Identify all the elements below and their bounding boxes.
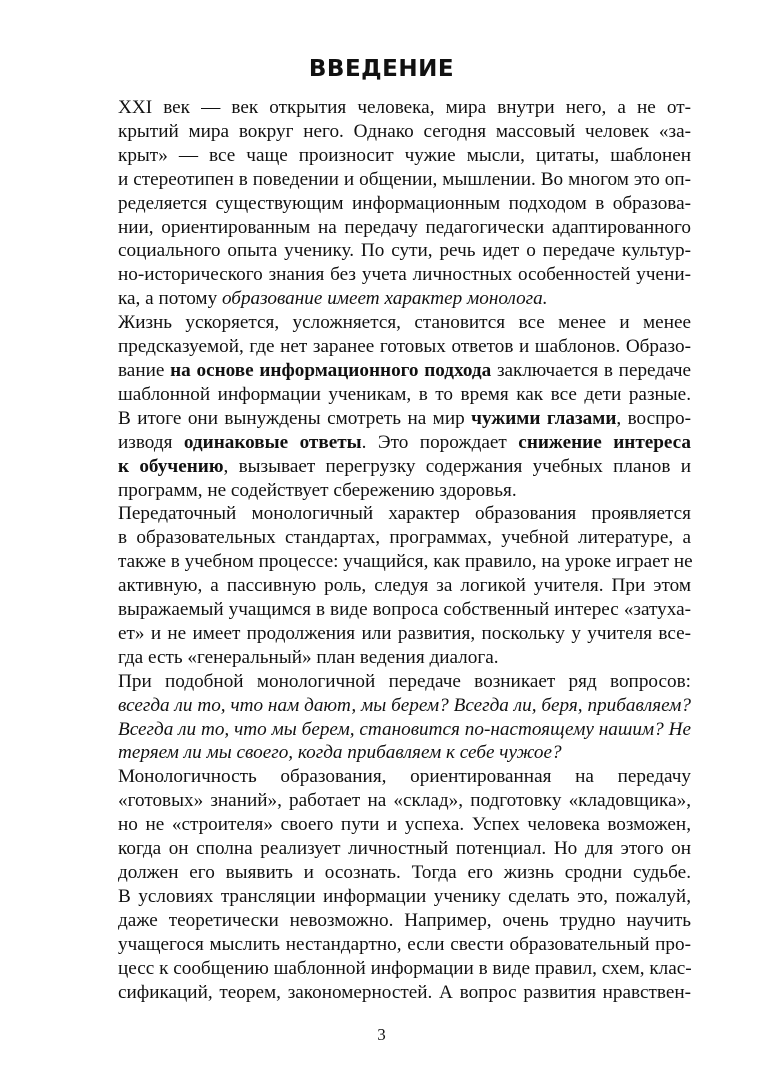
text-line: и стереотипен в поведении и общении, мышлении. Во многом это оп-	[118, 168, 691, 190]
italic-question-line: Всегда ли то, что мы берем, становится по-настоящему нашим? Не	[118, 718, 691, 740]
text-line: ет» и не имеет продолжения или развития, поскольку у учителя все-	[118, 622, 691, 644]
text-line: цесс к сообщению шаблонной информации в виде правил, схем, клас-	[118, 957, 692, 979]
text-line: выражаемый учащимся в виде вопроса собственный интерес «затуха-	[118, 599, 691, 621]
paragraph-5	[74, 765, 691, 1004]
page-title: ВВЕДЕНИЕ	[308, 56, 455, 82]
text-line: ределяется существующим информационным подходом в образова-	[118, 192, 691, 214]
text-line: крыт» — все чаще произносит чужие мысли, цитаты, шаблонен	[118, 144, 691, 166]
text-line: в образовательных стандартах, программах, учебной литературе, а	[118, 527, 691, 549]
text-line: также в учебном процессе: учащийся, как правило, на уроке играет не	[118, 551, 693, 573]
bold-emphasis: на основе информационного подхода	[170, 359, 492, 381]
text-run: вание	[118, 359, 171, 381]
text-line: гда есть «генеральный» план ведения диалога.	[118, 646, 499, 668]
text-line: предсказуемой, где нет заранее готовых ответов и шаблонов. Образо-	[118, 336, 691, 358]
text-line: Жизнь ускоряется, усложняется, становится все менее и менее	[118, 312, 691, 334]
text-line: Монологичность образования, ориентированная на передачу	[118, 766, 691, 788]
paragraph-4	[74, 670, 691, 766]
text-line: нии, ориентированным на передачу педагогически адаптированного	[118, 216, 691, 238]
italic-question-line: теряем ли мы своего, когда прибавляем к себе чужое?	[118, 742, 562, 764]
body-text	[74, 96, 691, 1004]
italic-question-line: всегда ли то, что нам дают, мы берем? Всегда ли, беря, прибавляем?	[118, 694, 691, 716]
bold-emphasis: чужими глазами	[471, 407, 617, 429]
bold-emphasis: одинаковые ответы	[183, 431, 362, 453]
page-number: 3	[377, 1025, 386, 1044]
text-run: , воспро-	[616, 407, 691, 429]
text-run: В итоге они вынуждены смотреть на мир	[118, 407, 472, 429]
text-line	[74, 431, 691, 455]
text-run: . Это порождает	[361, 431, 519, 453]
text-line: При подобной монологичной передаче возникает ряд вопросов:	[118, 670, 691, 692]
text-run: заключается в передаче	[491, 359, 691, 381]
italic-emphasis: образование имеет характер монолога.	[221, 288, 548, 310]
text-line: активную, а пассивную роль, следуя за логикой учителя. При этом	[118, 575, 691, 597]
text-line: Передаточный монологичный характер образования проявляется	[118, 503, 691, 525]
text-line: должен его выявить и осознать. Тогда его жизнь сродни судьбе.	[118, 862, 691, 883]
text-line	[74, 287, 691, 311]
paragraph-2	[74, 311, 691, 502]
text-line: программ, не содействует сбережению здоровья.	[118, 479, 517, 501]
text-line: «готовых» знаний», работает на «склад», подготовку «кладовщика»,	[118, 790, 691, 812]
text-line: но не «строителя» своего пути и успеха. Успех человека возможен,	[118, 814, 691, 836]
text-line: шаблонной информации ученикам, в то время как все дети разные.	[118, 383, 691, 405]
bold-emphasis: к обучению	[118, 455, 224, 477]
text-run: изводя	[118, 431, 184, 453]
text-line: В условиях трансляции информации ученику сделать это, пожалуй,	[118, 885, 691, 907]
text-run: , вызывает перегрузку содержания учебных планов и	[223, 455, 691, 477]
paragraph-1	[74, 96, 691, 311]
paragraph-3	[74, 502, 691, 669]
text-line: когда он сполна реализует личностный потенциал. Но для этого он	[118, 838, 691, 860]
text-line: XXI век — век открытия человека, мира внутри него, а не от-	[118, 97, 691, 118]
text-line	[74, 359, 691, 383]
text-line: учащегося мыслить нестандартно, если свести образовательный про-	[118, 933, 691, 955]
text-line	[74, 407, 691, 431]
text-line: даже теоретически невозможно. Например, очень трудно научить	[118, 909, 691, 931]
bold-emphasis: снижение интереса	[518, 431, 692, 453]
text-line: сификаций, теорем, закономерностей. А вопрос развития нравствен-	[118, 981, 691, 1003]
text-run: ка, а потому	[118, 288, 222, 310]
text-line: социального опыта ученику. По сути, речь идет о передаче культур-	[118, 240, 691, 262]
text-line	[74, 455, 691, 479]
text-line: крытий мира вокруг него. Однако сегодня массовый человек «за-	[118, 120, 691, 142]
text-line: но-исторического знания без учета личностных особенностей учени-	[118, 264, 691, 286]
